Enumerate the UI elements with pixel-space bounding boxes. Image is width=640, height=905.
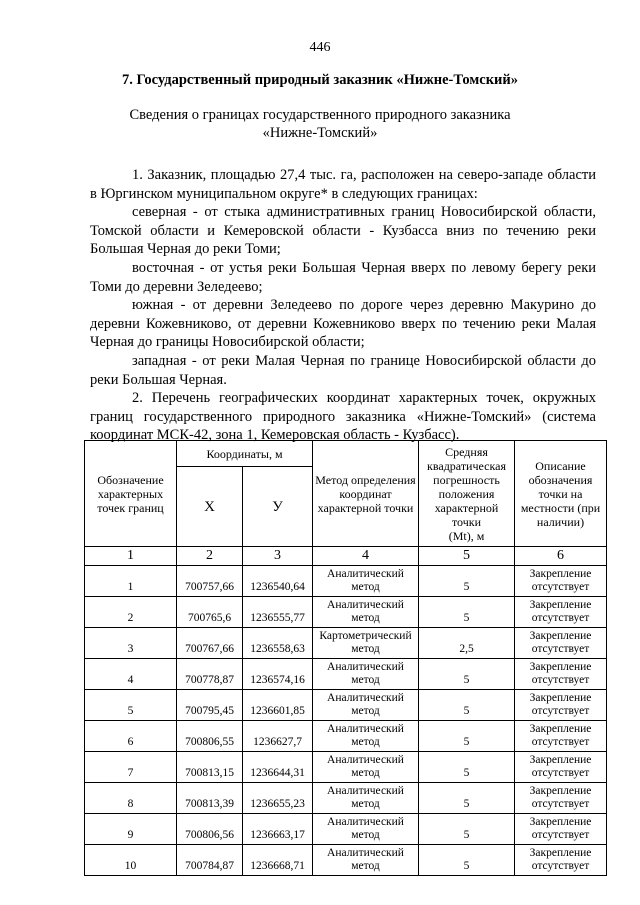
coord-y: 1236663,17 <box>243 814 313 845</box>
error-value: 5 <box>419 814 515 845</box>
paragraph-coordinates: 2. Перечень географических координат характерных точек, окружных границ государственного природного заказника «Нижне-Томский» (система координат МСК-42, зона 1, Кемеровская область - Кузбасс). <box>90 390 596 444</box>
error-value: 5 <box>419 659 515 690</box>
header-x: Х <box>177 467 243 547</box>
coord-y: 1236644,31 <box>243 752 313 783</box>
header-y: У <box>243 467 313 547</box>
header-description: Описание обозначения точки на местности (при наличии) <box>515 441 607 547</box>
column-number: 3 <box>243 547 313 566</box>
method-line-2: метод <box>351 736 380 748</box>
error-value: 5 <box>419 721 515 752</box>
description-line-1: Закрепление <box>529 754 592 766</box>
description-line-1: Закрепление <box>529 568 592 580</box>
description-cell <box>515 628 607 659</box>
error-value: 5 <box>419 566 515 597</box>
paragraph-north: северная - от стыка административных границ Новосибирской области, Томской области и Кемеровской области - Кузбасса вниз по течению реки Большая Черная до реки Томи; <box>90 204 596 258</box>
method-line-2: метод <box>351 860 380 872</box>
coord-x: 700767,66 <box>177 628 243 659</box>
coord-x: 700778,87 <box>177 659 243 690</box>
method-line-1: Аналитический <box>327 723 404 735</box>
method-line-1: Аналитический <box>327 692 404 704</box>
description-line-1: Закрепление <box>529 847 592 859</box>
method-line-1: Аналитический <box>327 599 404 611</box>
method-line-1: Картометрический <box>319 630 412 642</box>
method-line-2: метод <box>351 674 380 686</box>
column-number: 4 <box>313 547 419 566</box>
table-row <box>85 845 607 876</box>
coord-x: 700806,55 <box>177 721 243 752</box>
description-cell <box>515 690 607 721</box>
description-cell <box>515 845 607 876</box>
point-number: 5 <box>85 690 177 721</box>
coord-x: 700813,39 <box>177 783 243 814</box>
error-value: 5 <box>419 752 515 783</box>
error-value: 5 <box>419 690 515 721</box>
body-text <box>90 166 596 445</box>
method-line-2: метод <box>351 643 380 655</box>
method-line-2: метод <box>351 581 380 593</box>
method-line-2: метод <box>351 829 380 841</box>
description-line-1: Закрепление <box>529 692 592 704</box>
error-value: 2,5 <box>419 628 515 659</box>
coord-x: 700757,66 <box>177 566 243 597</box>
description-line-2: отсутствует <box>531 705 590 717</box>
point-number: 1 <box>85 566 177 597</box>
description-line-1: Закрепление <box>529 661 592 673</box>
description-line-2: отсутствует <box>531 860 590 872</box>
method-line-2: метод <box>351 612 380 624</box>
coord-x: 700784,87 <box>177 845 243 876</box>
description-line-2: отсутствует <box>531 674 590 686</box>
description-line-2: отсутствует <box>531 643 590 655</box>
method-line-2: метод <box>351 767 380 779</box>
coord-y: 1236627,7 <box>243 721 313 752</box>
description-line-1: Закрепление <box>529 723 592 735</box>
description-line-1: Закрепление <box>529 599 592 611</box>
method-cell <box>313 721 419 752</box>
point-number: 4 <box>85 659 177 690</box>
method-line-1: Аналитический <box>327 568 404 580</box>
table-row <box>85 783 607 814</box>
description-cell <box>515 752 607 783</box>
method-line-2: метод <box>351 705 380 717</box>
table-row <box>85 659 607 690</box>
table-row <box>85 814 607 845</box>
description-cell <box>515 721 607 752</box>
description-cell <box>515 783 607 814</box>
subtitle <box>120 106 520 142</box>
coord-x: 700795,45 <box>177 690 243 721</box>
subtitle-line-1: Сведения о границах государственного природного заказника <box>129 107 511 123</box>
description-cell <box>515 659 607 690</box>
point-number: 9 <box>85 814 177 845</box>
coord-x: 700806,56 <box>177 814 243 845</box>
column-number: 5 <box>419 547 515 566</box>
table-row <box>85 628 607 659</box>
header-designation: Обозначение характерных точек границ <box>85 441 177 547</box>
header-coordinates: Координаты, м <box>177 441 313 467</box>
point-number: 6 <box>85 721 177 752</box>
page-title: 7. Государственный природный заказник «Нижне-Томский» <box>121 72 519 88</box>
header-error-text: Средняя квадратическая погрешность положения характерной точки <box>427 444 506 529</box>
method-cell <box>313 752 419 783</box>
table-row <box>85 721 607 752</box>
column-numbers-row <box>85 547 607 566</box>
paragraph-west: западная - от реки Малая Черная по границе Новосибирской области до реки Большая Черная. <box>90 352 596 388</box>
column-number: 2 <box>177 547 243 566</box>
point-number: 2 <box>85 597 177 628</box>
column-number: 6 <box>515 547 607 566</box>
description-line-1: Закрепление <box>529 785 592 797</box>
method-cell <box>313 628 419 659</box>
paragraph-east: восточная - от устья реки Большая Черная вверх по левому берегу реки Томи до деревни Зеледеево; <box>90 259 596 295</box>
coordinates-table <box>84 440 607 876</box>
method-line-1: Аналитический <box>327 785 404 797</box>
point-number: 10 <box>85 845 177 876</box>
coord-y: 1236655,23 <box>243 783 313 814</box>
column-number: 1 <box>85 547 177 566</box>
method-line-1: Аналитический <box>327 816 404 828</box>
method-cell <box>313 814 419 845</box>
header-method: Метод определения координат характерной точки <box>313 441 419 547</box>
subtitle-line-2: «Нижне-Томский» <box>262 125 378 141</box>
description-line-2: отсутствует <box>531 829 590 841</box>
paragraph-location: 1. Заказник, площадью 27,4 тыс. га, расположен на северо-западе области в Юргинском муниципальном округе* в следующих границах: <box>90 167 596 202</box>
method-cell <box>313 690 419 721</box>
description-line-2: отсутствует <box>531 767 590 779</box>
coord-y: 1236558,63 <box>243 628 313 659</box>
header-error <box>419 441 515 547</box>
method-cell <box>313 597 419 628</box>
description-cell <box>515 814 607 845</box>
coord-y: 1236555,77 <box>243 597 313 628</box>
table-row <box>85 752 607 783</box>
coord-y: 1236574,16 <box>243 659 313 690</box>
description-cell <box>515 566 607 597</box>
method-cell <box>313 566 419 597</box>
method-cell <box>313 783 419 814</box>
table-row <box>85 597 607 628</box>
error-value: 5 <box>419 783 515 814</box>
paragraph-south: южная - от деревни Зеледеево по дороге через деревню Макурино до деревни Кожевниково, от деревни Кожевниково вверх по течению реки Малая Черная до границы Новосибирской области; <box>90 297 596 351</box>
description-cell <box>515 597 607 628</box>
description-line-1: Закрепление <box>529 630 592 642</box>
point-number: 7 <box>85 752 177 783</box>
method-cell <box>313 659 419 690</box>
point-number: 8 <box>85 783 177 814</box>
method-line-2: метод <box>351 798 380 810</box>
method-line-1: Аналитический <box>327 847 404 859</box>
method-cell <box>313 845 419 876</box>
error-value: 5 <box>419 845 515 876</box>
method-line-1: Аналитический <box>327 754 404 766</box>
description-line-2: отсутствует <box>531 736 590 748</box>
description-line-2: отсутствует <box>531 612 590 624</box>
description-line-2: отсутствует <box>531 581 590 593</box>
coord-x: 700813,15 <box>177 752 243 783</box>
coord-y: 1236668,71 <box>243 845 313 876</box>
page-number: 446 <box>309 40 331 55</box>
table-row <box>85 566 607 597</box>
coord-y: 1236601,85 <box>243 690 313 721</box>
point-number: 3 <box>85 628 177 659</box>
table-row <box>85 690 607 721</box>
coord-x: 700765,6 <box>177 597 243 628</box>
header-error-unit: (Mt), м <box>448 528 485 543</box>
description-line-2: отсутствует <box>531 798 590 810</box>
coord-y: 1236540,64 <box>243 566 313 597</box>
description-line-1: Закрепление <box>529 816 592 828</box>
error-value: 5 <box>419 597 515 628</box>
method-line-1: Аналитический <box>327 661 404 673</box>
